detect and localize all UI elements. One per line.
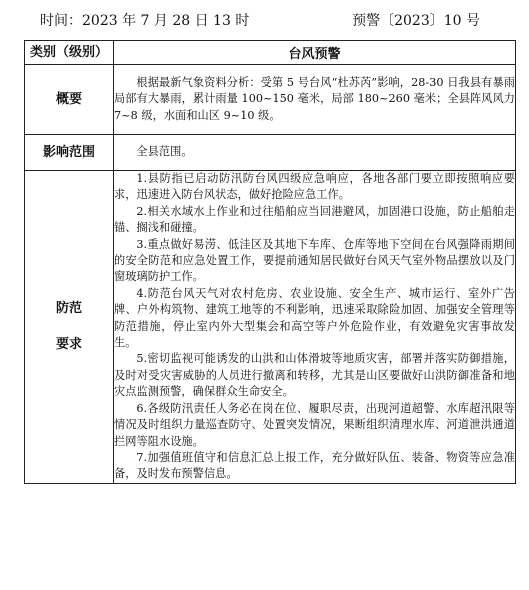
requirements-row [25,171,516,484]
overview-row [25,65,516,135]
overview-label: 概要 [25,65,114,135]
warning-table [24,40,516,484]
scope-content [114,135,516,171]
requirements-label-line1: 防范 [55,300,82,316]
overview-content [114,65,516,135]
overview-text: 根据最新气象资料分析：受第 5 号台风“杜苏芮”影响，28-30 日我县有暴雨局部有大暴雨，累计雨量 100~150 毫米，局部 180~260 毫米；全县阵风风力 7~8 级，水面和山区 9~10 级。 [114,75,515,122]
requirement-item: 5.密切监视可能诱发的山洪和山体滑坡等地质灾害，部署并落实防御措施，及时对受灾害威胁的人员进行撤离和转移，尤其是山区要做好山洪防御准备和地灾点监测预警，确保群众生命安全。 [114,352,515,399]
warning-type-header: 台风预警 [114,41,516,65]
category-level-header: 类别（级别） [25,41,114,65]
table-header-row [25,41,516,65]
requirement-item: 3.重点做好易涝、低洼区及其地下车库、仓库等地下空间在台风强降雨期间的安全防范和应急处置工作，要提前通知居民做好台风天气室外物品摆放以及门窗玻璃防护工作。 [114,237,515,284]
issue-time: 时间：2023 年 7 月 28 日 13 时 [40,13,250,29]
scope-label: 影响范围 [25,135,114,171]
notice-number: 预警〔2023〕10 号 [352,13,480,29]
requirement-item: 6.各级防汛责任人务必在岗在位、履职尽责，出现河道超警、水库超汛限等情况及时组织力量巡查防守、处置突发情况，果断组织清理水库、河道泄洪通道拦网等阻水设施。 [114,401,515,448]
requirements-label [25,171,114,484]
requirement-item: 1.县防指已启动防汛防台风四级应急响应，各地各部门要立即按照响应要求，迅速进入防台风状态，做好抢险应急工作。 [114,172,515,202]
document-header [40,10,480,32]
scope-text: 全县范围。 [136,145,193,159]
requirement-item: 2.相关水域水上作业和过往船舶应当回港避风，加固港口设施，防止船舶走锚、搁浅和碰撞。 [114,204,515,235]
requirement-item: 4.防范台风天气对农村危房、农业设施、安全生产、城市运行、室外广告牌、户外构筑物、建筑工地等的不利影响，迅速采取除险加固、加强安全管理等防范措施，停止室内外大型集会和高空等户外危险作业，有效避免灾害事故发生。 [114,286,515,350]
requirements-label-line2: 要求 [55,336,82,352]
requirements-content [114,171,516,484]
scope-row [25,135,516,171]
requirement-item: 7.加强值班值守和信息汇总上报工作，充分做好队伍、装备、物资等应急准备，及时发布预警信息。 [114,450,515,481]
